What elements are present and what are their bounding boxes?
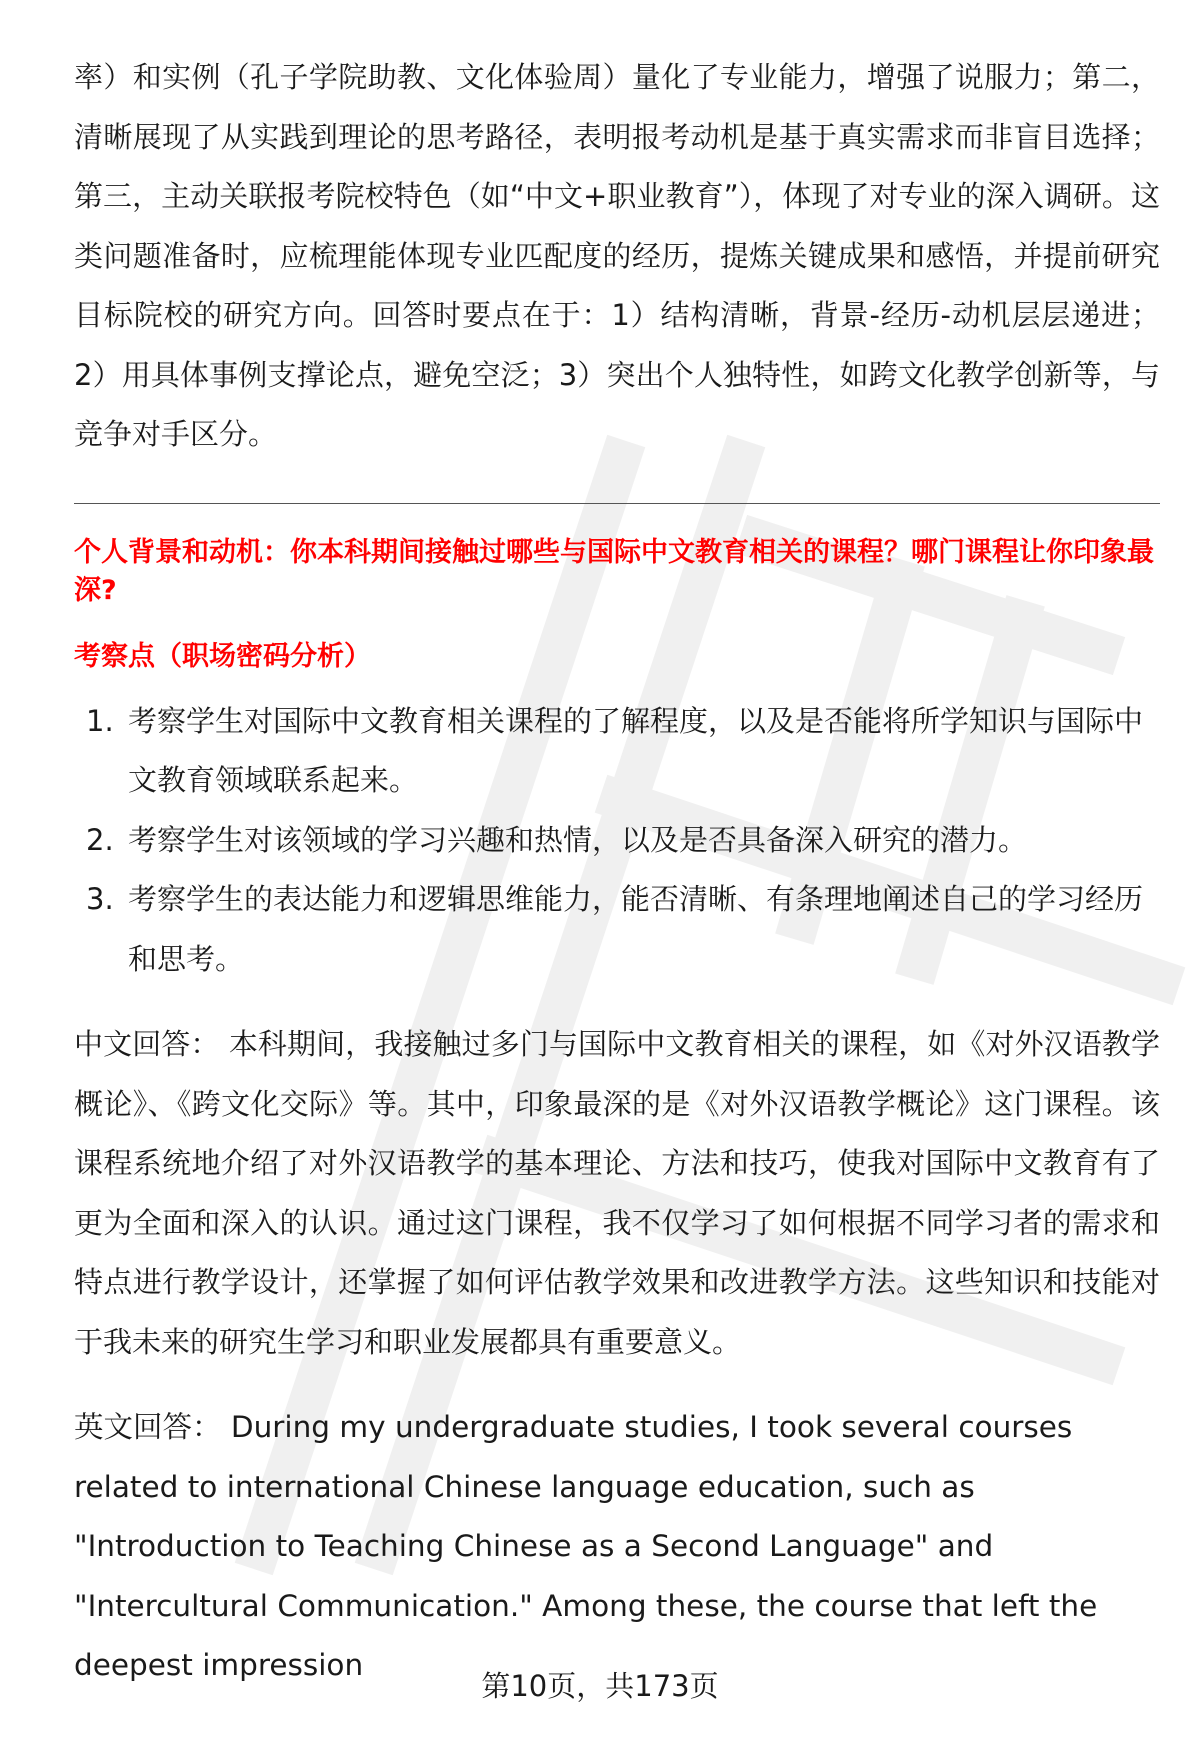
assessment-points-list: [74, 692, 1160, 990]
intro-paragraph: 率）和实例（孔子学院助教、文化体验周）量化了专业能力，增强了说服力；第二，清晰展现了从实践到理论的思考路径，表明报考动机是基于真实需求而非盲目选择；第三，主动关联报考院校特色（如“中文+职业教育”），体现了对专业的深入调研。这类问题准备时，应梳理能体现专业匹配度的经历，提炼关键成果和感悟，并提前研究目标院校的研究方向。回答时要点在于：1）结构清晰，背景-经历-动机层层递进；2）用具体事例支撑论点，避免空泛；3）突出个人独特性，如跨文化教学创新等，与竞争对手区分。: [74, 60, 1160, 451]
list-item: [74, 870, 1160, 989]
list-item-number: 1.: [86, 703, 114, 738]
list-item: [74, 692, 1160, 811]
list-item-number: 2.: [86, 822, 114, 857]
list-item-text: 考察学生对该领域的学习兴趣和热情，以及是否具备深入研究的潜力。: [128, 822, 1028, 857]
assessment-subheading: 考察点（职场密码分析）: [74, 640, 371, 672]
chinese-answer: 中文回答： 本科期间，我接触过多门与国际中文教育相关的课程，如《对外汉语教学概论》、《跨文化交际》等。其中，印象最深的是《对外汉语教学概论》这门课程。该课程系统地介绍了对外汉语教学的基本理论、方法和技巧，使我对国际中文教育有了更为全面和深入的认识。通过这门课程，我不仅学习了如何根据不同学习者的需求和特点进行教学设计，还掌握了如何评估教学效果和改进教学方法。这些知识和技能对于我未来的研究生学习和职业发展都具有重要意义。: [74, 1027, 1160, 1359]
page-content: [74, 48, 1160, 1696]
list-item-text: 考察学生对国际中文教育相关课程的了解程度，以及是否能将所学知识与国际中文教育领域联系起来。: [128, 703, 1144, 797]
list-item: [74, 811, 1160, 871]
list-item-number: 3.: [86, 882, 114, 916]
list-item-text: 考察学生的表达能力和逻辑思维能力，能否清晰、有条理地阐述自己的学习经历和思考。: [128, 882, 1144, 976]
section-divider: [74, 503, 1160, 504]
page-number-footer: 第10页，共173页: [481, 1669, 719, 1703]
question-heading: 个人背景和动机：你本科期间接触过哪些与国际中文教育相关的课程？哪门课程让你印象最深?: [74, 536, 1154, 606]
english-answer: 英文回答： During my undergraduate studies, I took several courses related to international Chinese language education, such as "Introduction to Teaching Chinese as a Second Language" and "Intercultural Communication." Among these, the course that left the deepest impression: [74, 1410, 1098, 1682]
